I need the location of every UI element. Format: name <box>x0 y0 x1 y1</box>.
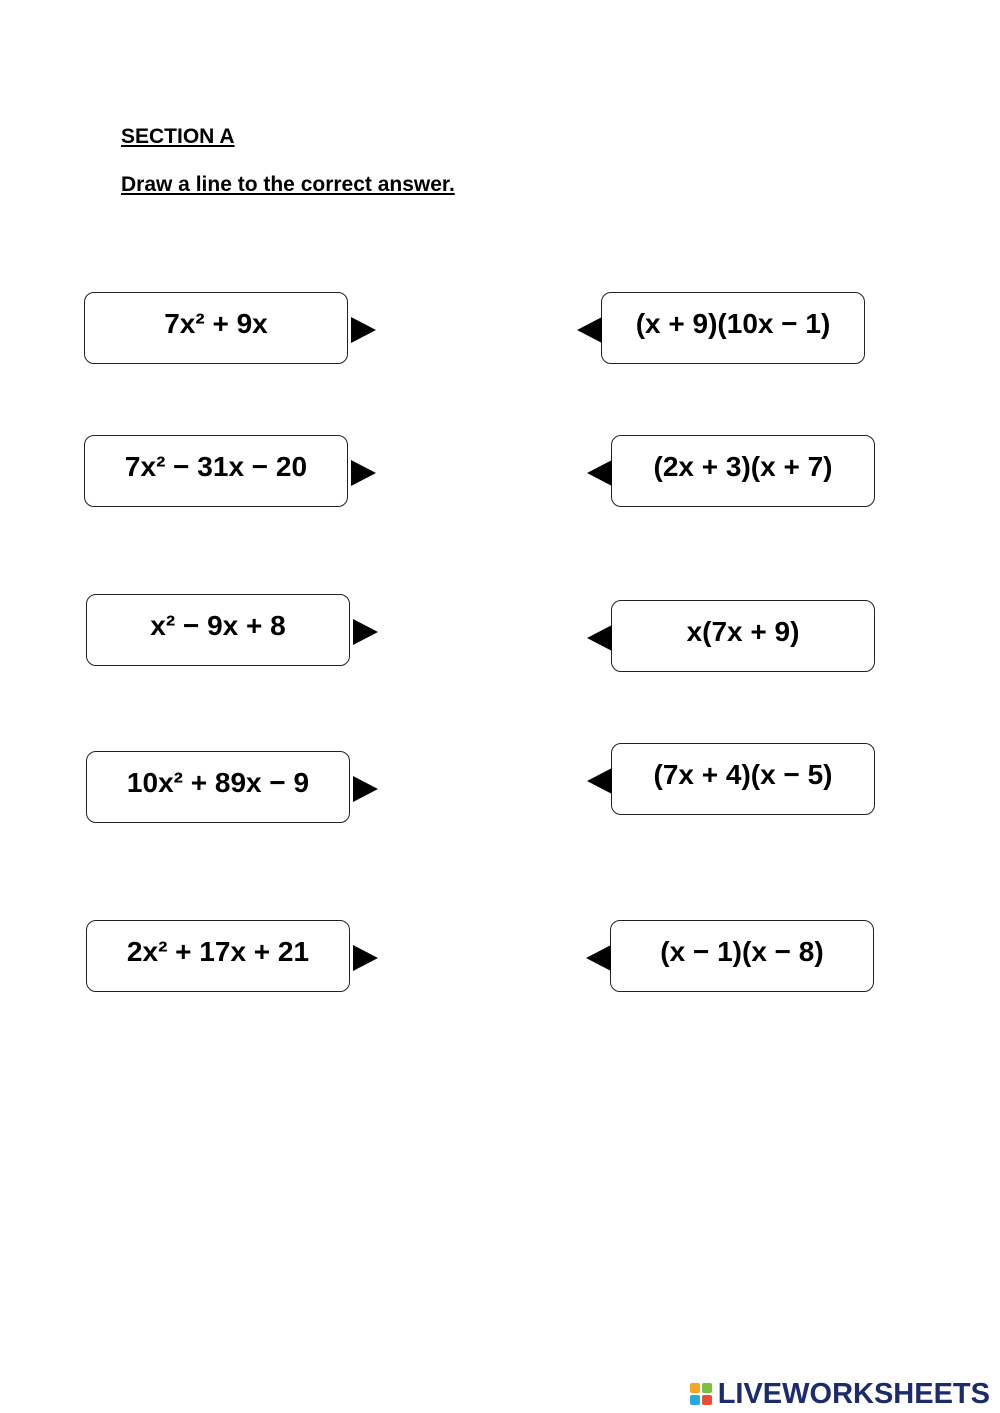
left-item-3-text: x² − 9x + 8 <box>150 610 286 641</box>
left-item-1-text: 7x² + 9x <box>164 308 268 339</box>
left-item-1-connector[interactable] <box>351 317 376 343</box>
left-item-2-connector[interactable] <box>351 460 376 486</box>
logo-square-2 <box>702 1383 712 1393</box>
liveworksheets-logo <box>690 1378 990 1410</box>
logo-square-4 <box>702 1395 712 1405</box>
right-item-4[interactable] <box>611 743 875 815</box>
left-item-4-connector[interactable] <box>353 776 378 802</box>
left-item-2-text: 7x² − 31x − 20 <box>124 451 308 482</box>
right-item-5-connector[interactable] <box>586 945 611 971</box>
right-item-3-connector[interactable] <box>587 625 612 651</box>
left-item-5-connector[interactable] <box>353 945 378 971</box>
right-item-5-text: (x − 1)(x − 8) <box>660 936 824 967</box>
right-item-2-connector[interactable] <box>587 460 612 486</box>
right-item-2-text: (2x + 3)(x + 7) <box>653 451 833 482</box>
left-item-5-text: 2x² + 17x + 21 <box>126 936 310 967</box>
logo-squares-icon <box>690 1383 712 1405</box>
right-item-3-text: x(7x + 9) <box>686 616 800 647</box>
right-item-1[interactable] <box>601 292 865 364</box>
right-item-4-connector[interactable] <box>587 768 612 794</box>
left-item-2[interactable] <box>84 435 348 507</box>
logo-square-1 <box>690 1383 700 1393</box>
right-item-1-connector[interactable] <box>577 317 602 343</box>
logo-text: LIVEWORKSHEETS <box>717 1377 990 1410</box>
right-item-5[interactable] <box>610 920 874 992</box>
right-item-3[interactable] <box>611 600 875 672</box>
section-title: SECTION A <box>121 125 235 148</box>
left-item-4[interactable] <box>86 751 350 823</box>
instruction-text: Draw a line to the correct answer. <box>121 173 455 196</box>
left-item-5[interactable] <box>86 920 350 992</box>
logo-square-3 <box>690 1395 700 1405</box>
left-item-3[interactable] <box>86 594 350 666</box>
left-item-1[interactable] <box>84 292 348 364</box>
right-item-4-text: (7x + 4)(x − 5) <box>653 759 833 790</box>
left-item-3-connector[interactable] <box>353 619 378 645</box>
right-item-1-text: (x + 9)(10x − 1) <box>635 308 831 339</box>
right-item-2[interactable] <box>611 435 875 507</box>
left-item-4-text: 10x² + 89x − 9 <box>126 767 310 798</box>
